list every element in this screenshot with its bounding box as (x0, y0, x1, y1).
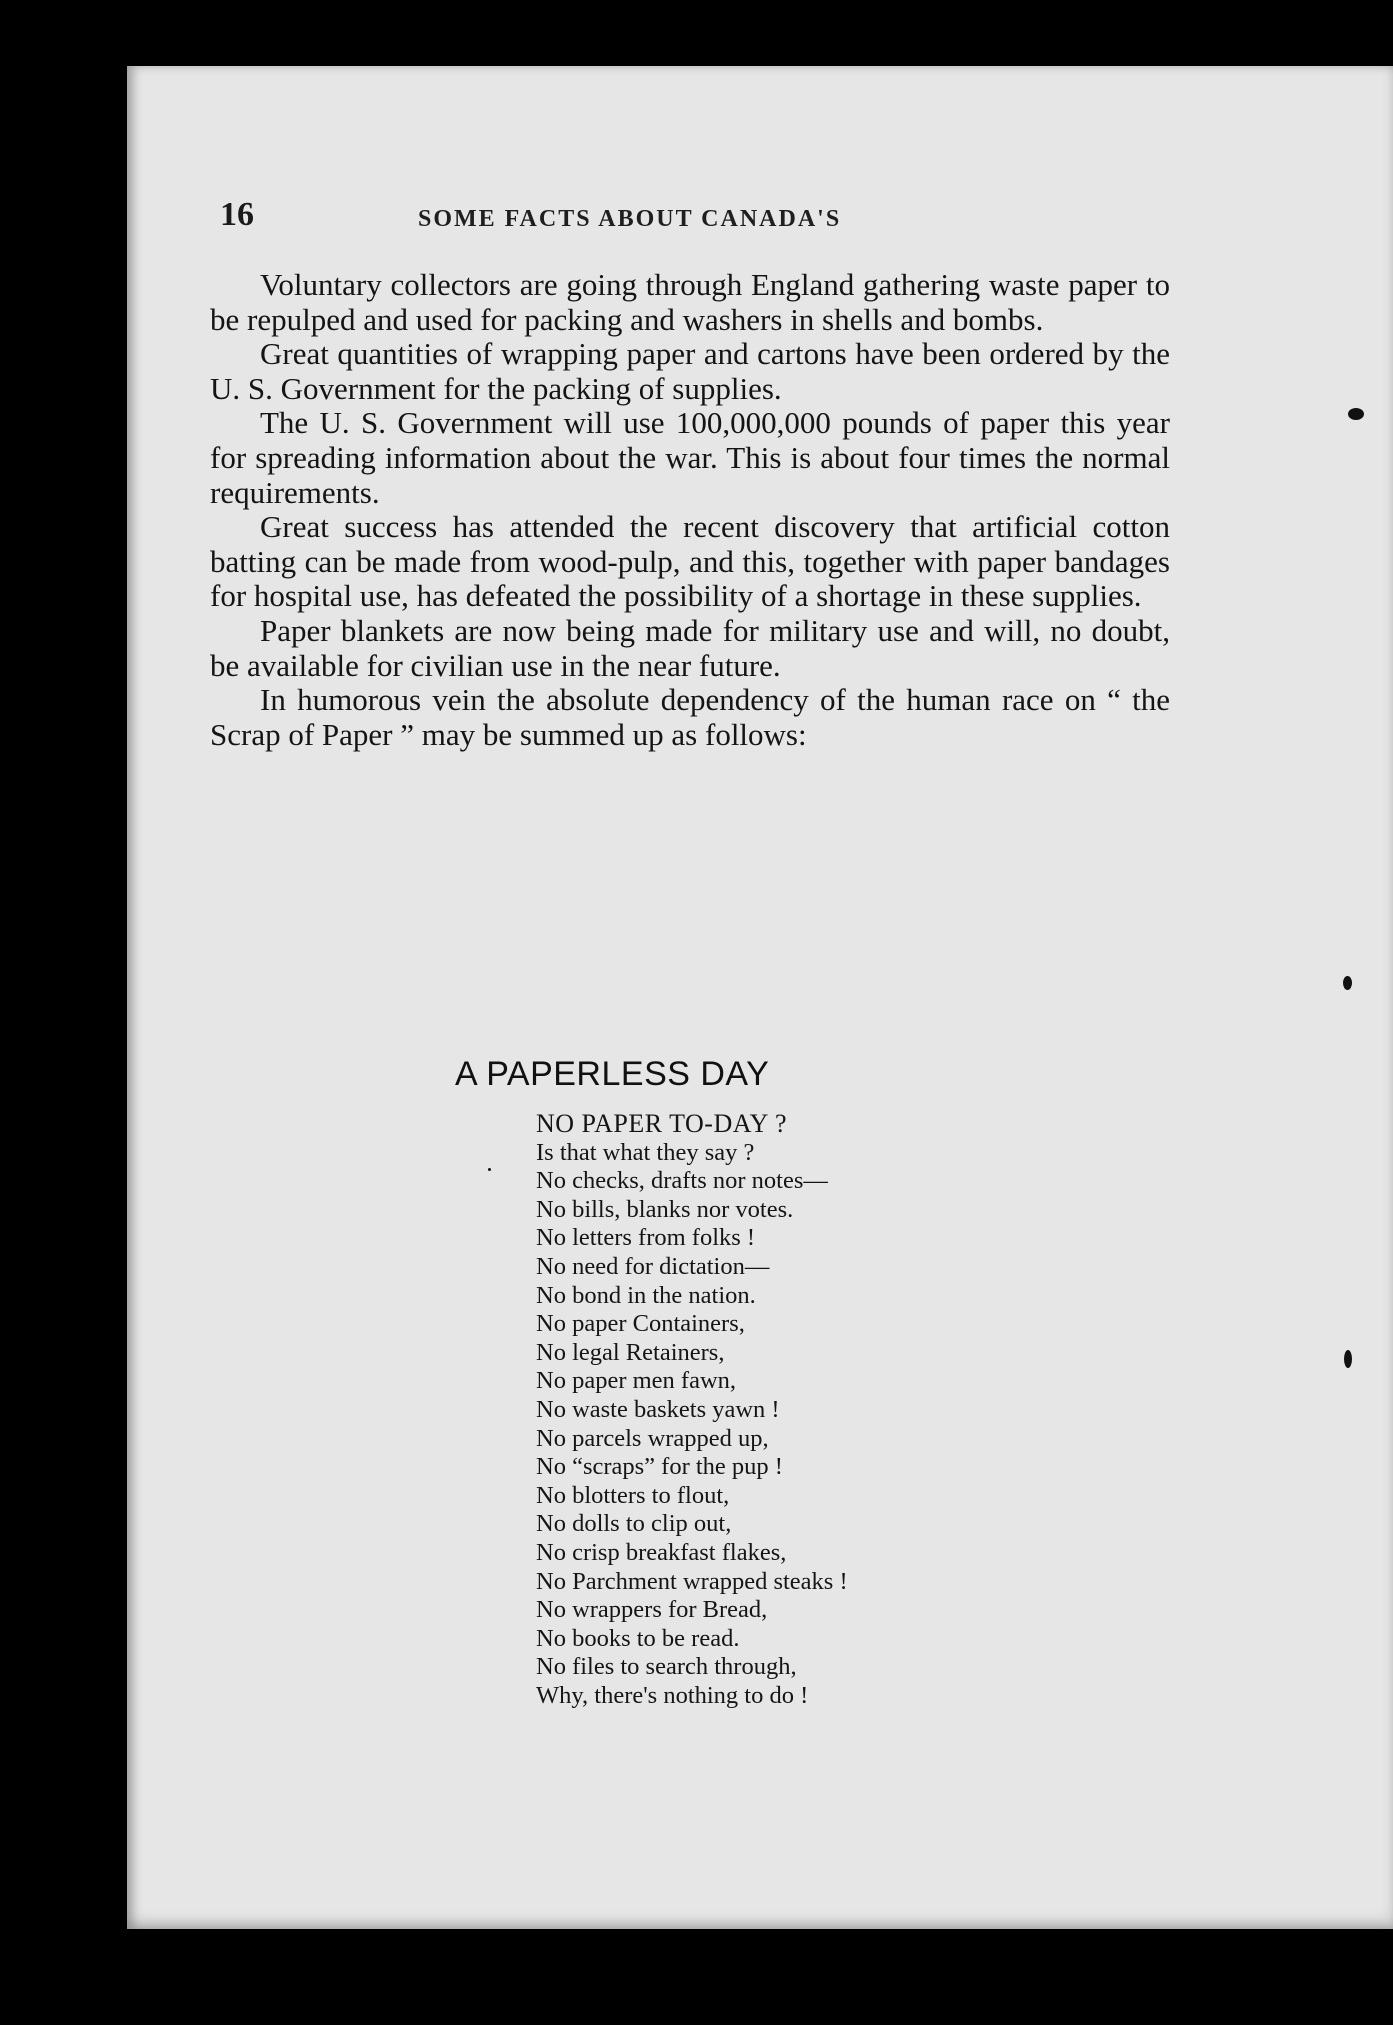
scan-speck (488, 1168, 491, 1171)
poem-line: No need for dictation— (536, 1252, 770, 1280)
poem-title: A PAPERLESS DAY (455, 1055, 770, 1093)
poem-line: No Parchment wrapped steaks ! (536, 1567, 848, 1595)
poem-line: NO PAPER TO-DAY ? (536, 1109, 787, 1138)
poem-line: No legal Retainers, (536, 1338, 725, 1366)
paragraph: Paper blankets are now being made for military use and will, no doubt, be available for civilian use in the near future. (210, 612, 1170, 683)
poem-line: No paper Containers, (536, 1310, 745, 1338)
poem-line: No blotters to flout, (536, 1481, 730, 1509)
poem-line: Is that what they say ? (536, 1138, 755, 1166)
running-head (220, 196, 1170, 236)
poem-line: No waste baskets yawn ! (536, 1395, 780, 1423)
scan-speck (1344, 1350, 1352, 1368)
poem-line: No dolls to clip out, (536, 1510, 732, 1538)
running-title: SOME FACTS ABOUT CANADA'S (418, 206, 842, 232)
poem-line: No checks, drafts nor notes— (536, 1167, 828, 1195)
poem-line: No paper men fawn, (536, 1367, 737, 1395)
poem (536, 1110, 1036, 1710)
scan-speck (1343, 976, 1352, 990)
poem-line: No parcels wrapped up, (536, 1424, 769, 1452)
page-number: 16 (220, 196, 254, 233)
poem-line: No bills, blanks nor votes. (536, 1195, 794, 1223)
poem-line: No wrappers for Bread, (536, 1596, 768, 1624)
poem-line: No “scraps” for the pup ! (536, 1453, 783, 1481)
poem-line: No letters from folks ! (536, 1224, 756, 1252)
poem-line: No bond in the nation. (536, 1281, 756, 1309)
poem-line: No files to search through, (536, 1653, 797, 1681)
poem-line: No books to be read. (536, 1624, 740, 1652)
body-text (210, 268, 1170, 752)
poem-line: No crisp breakfast flakes, (536, 1538, 787, 1566)
paragraph: Great success has attended the recent discovery that artificial cotton batting can be made from wood-pulp, and this, together with paper bandages for hospital use, has defeated the possibility of a shortage in these supplies. (210, 509, 1170, 614)
paragraph: In humorous vein the absolute dependency of the human race on “ the Scrap of Paper ” may be summed up as follows: (210, 682, 1170, 752)
paragraph: The U. S. Government will use 100,000,000 pounds of paper this year for spreading information about the war. This is about four times the normal requirements. (210, 405, 1170, 510)
poem-line: Why, there's nothing to do ! (536, 1681, 809, 1709)
paragraph: Voluntary collectors are going through England gathering waste paper to be repulped and used for packing and washers in shells and bombs. (210, 267, 1170, 337)
paragraph: Great quantities of wrapping paper and cartons have been ordered by the U. S. Government for the packing of supplies. (210, 336, 1170, 406)
scan-speck (1348, 408, 1364, 420)
